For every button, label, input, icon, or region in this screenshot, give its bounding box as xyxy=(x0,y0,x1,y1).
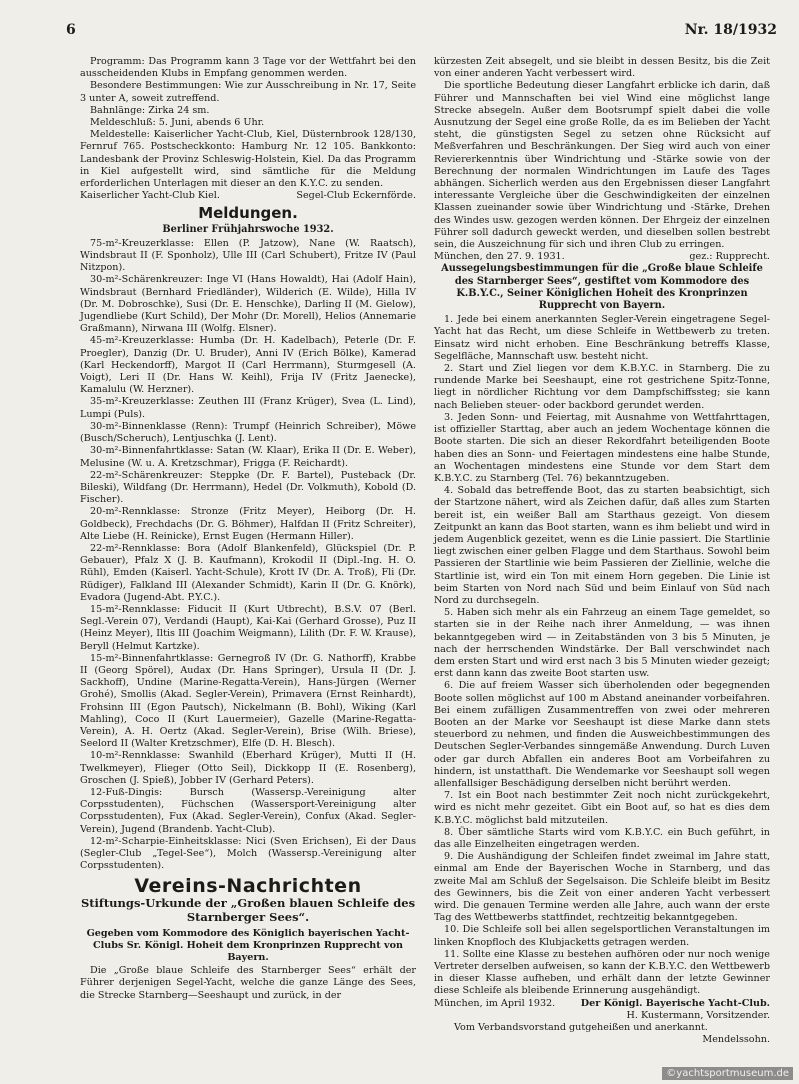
entry-class: 22-m²-Rennklasse: Bora (Adolf Blankenfeld), Glückspiel (Dr. P. Gebauer), Pfalz X (J. B. Kaufmann), Krokodil II (Dipl.-Ing. H. O. Rühl), Emden (Kaiserl. Yacht-Schule), Krott IV (Dr. A. Troß), Fli (Dr. Rüdiger), Falkland III (Alexander Schmidt), Karin II (Dr. G. Knörk), Evadora (Jugend-Abt. P.Y.C.). xyxy=(80,542,416,603)
left-column xyxy=(80,56,416,1002)
closing-club: Der Königl. Bayerische Yacht-Club. xyxy=(580,997,770,1009)
entry-deadline: Meldeschluß: 5. Juni, abends 6 Uhr. xyxy=(90,117,265,129)
page-number: 6 xyxy=(66,22,76,38)
rule-item: 9. Die Aushändigung der Schleifen findet zweimal im Jahre statt, einmal am Ende der Bayerischen Woche in Starnberg, und das zweite Mal am Schluß der Segelsaison. Die Schleife bleibt im Besitz des Gewinners, bis die Zeit von einer anderen Yacht verbessert wird. Die genauen Termine werden alle Jahre, auch wann der erste Tag des Wettbewerbs stattfindet, rechtzeitig bekanntgegeben. xyxy=(434,851,770,924)
entry-class: 30-m²-Binnenklasse (Renn): Trumpf (Heinrich Schreiber), Möwe (Busch/Scheruch), Lentjuschka (J. Lent). xyxy=(80,420,416,445)
rule-item: 10. Die Schleife soll bei allen segelsportlichen Veranstaltungen im linken Knopfloch des Klubjacketts getragen werden. xyxy=(434,924,770,948)
entry-class: 15-m²-Binnenfahrtklasse: Gernegroß IV (Dr. G. Nathorff), Krabbe II (Georg Spörel), Audax (Dr. Hans Springer), Ursula II (Dr. J. Sackhoff), Undine (Marine-Regatta-Verein), Hans-Jürgen (Werner Grohé), Smollis (Akad. Segler-Verein), Primavera (Ernst Reinhardt), Frohsinn III (Egon Pautsch), Nickelmann (B. Bohl), Wiking (Karl Mahling), Coco II (Kurt Lauermeier), Gazelle (Marine-Regatta-Verein), A. H. Oertz (Akad. Segler-Verein), Brise (Wilh. Briese), Seelord II (Walter Kretzschmer), Elfe (D. H. Blesch). xyxy=(80,652,416,750)
date-line: München, den 27. 9. 1931. xyxy=(434,251,565,263)
entry-class: 35-m²-Kreuzerklasse: Zeuthen III (Franz Krüger), Svea (L. Lind), Lumpi (Puls). xyxy=(80,396,416,420)
closing-date: München, im April 1932. xyxy=(434,997,556,1009)
entry-class: 12-m²-Scharpie-Einheitsklasse: Nici (Sven Erichsen), Ei der Daus (Segler-Club „Tegel-See“), Molch (Wassersp.-Vereinigung alter Corpsstudenten). xyxy=(80,835,416,872)
entry-class: 30-m²-Schärenkreuzer: Inge VI (Hans Howaldt), Hai (Adolf Hain), Windsbraut (Bernhard Friedländer), Wilderich (E. Wilde), Hilla IV (Dr. M. Dobroschke), Susi (Dr. E. Henschke), Darling II (M. Gielow), Jugendliebe (Kurt Schild), Der Mohr (Dr. Morell), Helios (Annemarie Graßmann), Nirwana III (Wolfg. Elsner). xyxy=(80,274,416,335)
rule-item: 3. Jeden Sonn- und Feiertag, mit Ausnahme von Wettfahrttagen, ist offizieller Starttag, aber auch an jedem Wochentage können die Boote starten. Die sich an dieser Rekordfahrt beteiligenden Boote haben dies an Sonn- und Feiertagen mindestens eine halbe Stunde, an Wochentagen mindestens eine Stunde vor dem Start dem K.B.Y.C. zu Starnberg (Tel. 76) bekanntzugeben. xyxy=(434,411,770,484)
given-by-line: Gegeben vom Kommodore des Königlich bayerischen Yacht-Clubs Sr. Königl. Hoheit dem Kronprinzen Rupprecht von Bayern. xyxy=(86,927,410,964)
approval-name: Mendelssohn. xyxy=(702,1034,770,1046)
entry-class: 12-Fuß-Dingis: Bursch (Wassersp.-Vereinigung alter Corpsstudenten), Füchschen (Wassersport-Vereinigung alter Corpsstudenten), Fux (Akad. Segler-Verein), Confux (Akad. Segler-Verein), Jugend (Brandenb. Yacht-Club). xyxy=(80,786,416,835)
entry-class: 45-m²-Kreuzerklasse: Humba (Dr. H. Kadelbach), Peterle (Dr. F. Proegler), Danzig (Dr. U. Bruder), Anni IV (Erich Bölke), Kamerad (Karl Heckendorff), Margot II (Carl Herrmann), Sturmgesell (A. Voigt), Leri II (Dr. Hans W. Keihl), Frija IV (Fritz Jaenecke), Kamalulu (W. Herzner). xyxy=(80,335,416,396)
rule-item: 5. Haben sich mehr als ein Fahrzeug an einem Tage gemeldet, so starten sie in der Reihe nach ihrer Anmeldung, — was ihnen bekanntgegeben wird — in Zeitabständen von 3 bis 5 Minuten, je nach der herrschenden Windstärke. Der Ball verschwindet nach dem ersten Start und wird erst nach 3 bis 5 Minuten wieder gezeigt; erst dann kann das zweite Boot starten usw. xyxy=(434,607,770,680)
course-length: Bahnlänge: Zirka 24 sm. xyxy=(90,104,210,116)
special-rules-paragraph: Besondere Bestimmungen: Wie zur Ausschreibung in Nr. 17, Seite 3 unter A, soweit zutreffend. xyxy=(80,80,416,104)
club-signatures xyxy=(80,190,416,202)
approval-text: Vom Verbandsvorstand gutgeheißen und anerkannt. xyxy=(454,1022,708,1034)
rule-item: 11. Sollte eine Klasse zu bestehen aufhören oder nur noch wenige Vertreter derselben aufweisen, so kann der K.B.Y.C. den Wettbewerb in dieser Klasse aufheben, und erhält dann der letzte Gewinner diese Schleife als bleibende Erinnerung ausgehändigt. xyxy=(434,948,770,997)
entry-class: 15-m²-Rennklasse: Fiducit II (Kurt Utbrecht), B.S.V. 07 (Berl. Segl.-Verein 07), Verdandi (Haupt), Kai-Kai (Gerhard Grosse), Puz II (Heinz Meyer), Iltis III (Joachim Weigmann), Lilith (Dr. F. W. Krause), Beryll (Helmut Kartzke). xyxy=(80,603,416,652)
signature-kyc: Kaiserlicher Yacht-Club Kiel. xyxy=(80,190,220,202)
meldungen-heading: Meldungen. xyxy=(198,204,298,223)
rule-item: 1. Jede bei einem anerkannten Segler-Verein eingetragene Segel-Yacht hat das Recht, um diese Schleife in Wettbewerb zu treten. Einsatz wird nicht erhoben. Eine Beschränkung betreffs Klasse, Segelfläche, Mannschaft usw. besteht nicht. xyxy=(434,314,770,362)
rule-item: 6. Die auf freiem Wasser sich überholenden oder begegnenden Boote sollen möglichst auf 100 m Abstand aneinander vorbeifahren. Bei einem zufälligen Zusammentreffen von zwei oder mehreren Booten an der Marke vor Seeshaupt ist diese Marke dann stets steuerbord zu nehmen, und finden die Ausweichbestimmungen des Deutschen Segler-Verbandes sinngemäße Anwendung. Durch Luven oder gar durch Abfallen ein anderes Boot am Vorbeifahren zu hindern, ist unstatthaft. Die Wendemarke vor Seeshaupt soll wegen allenfallsiger Beschädigung derselben nicht berührt werden. xyxy=(434,680,770,789)
program-paragraph: Programm: Das Programm kann 3 Tage vor der Wettfahrt bei den ausscheidenden Klubs in Empfang genommen werden. xyxy=(80,56,416,80)
rule-item: 4. Sobald das betreffende Boot, das zu starten beabsichtigt, sich der Startzone nähert, wird als Zeichen dafür, daß alles zum Starten bereit ist, ein weißer Ball am Starthaus gezeigt. Von diesem Zeitpunkt an kann das Boot starten, wann es ihm beliebt und wird in jedem Augenblick gezeitet, wenn es die Linie passiert. Die Startlinie liegt zwischen einer gelben Flagge und dem Starthaus. Sowohl beim Passieren der Startlinie wie beim Passieren der Ziellinie, welche die Startlinie ist, wird ein Ton mit einem Horn gegeben. Die Linie ist beim Starten von Nord nach Süd und beim Einlauf von Süd nach Nord zu durchsegeln. xyxy=(434,485,770,606)
aussegelung-heading: Aussegelungsbestimmungen für die „Große blaue Schleife des Starnberger Sees“, gestiftet vom Kommodore des K.B.Y.C., Seiner Königlichen Hoheit des Kronprinzen Rupprecht von Bayern. xyxy=(441,263,763,312)
significance-paragraph: Die sportliche Bedeutung dieser Langfahrt erblicke ich darin, daß Führer und Mannschaften bei viel Wind eine möglichst lange Strecke absegeln. Außer dem Bootsrumpf spielt dabei die volle Ausnutzung der Segel eine große Rolle, da es im Belieben der Yacht steht, die günstigsten Segel zu setzen ohne Rücksicht auf Meßverfahren und Beschränkungen. Der Sieg wird auch von einer Reviererkenntnis über Windrichtung und -Stärke sowie von der Berechnung der normalen Windrichtungen im Laufe des Tages abhängen. Sicherlich werden aus den Ergebnissen dieser Langfahrt interessante Vergleiche über die Geschwindigkeiten der einzelnen Klassen zueinander sowie über Windrichtung und -Stärke, Drehen des Windes usw. gezogen werden können. Der Ehrgeiz der einzelnen Führer soll dadurch geweckt werden, und dieselben sollen bestrebt sein, die Auszeichnung für sich und ihren Club zu erringen. xyxy=(434,80,770,251)
closing-line xyxy=(434,998,770,1010)
meldungen-subheading: Berliner Frühjahrswoche 1932. xyxy=(162,223,334,235)
entry-class: 30-m²-Binnenfahrtklasse: Satan (W. Klaar), Erika II (Dr. E. Weber), Melusine (W. u. A. Kretzschmar), Frigga (F. Reichardt). xyxy=(80,445,416,469)
entry-class: 75-m²-Kreuzerklasse: Ellen (P. Jatzow), Nane (W. Raatsch), Windsbraut II (F. Sponholz), Ulle III (Carl Schubert), Fritze IV (Paul Nitzpon). xyxy=(80,237,416,274)
rule-item: 7. Ist ein Boot nach bestimmter Zeit noch nicht zurückgekehrt, wird es nicht mehr gezeitet. Gibt ein Boot auf, so hat es dies dem K.B.Y.C. möglichst bald mitzuteilen. xyxy=(434,790,770,826)
entry-class: 20-m²-Rennklasse: Stronze (Fritz Meyer), Heiborg (Dr. H. Goldbeck), Frechdachs (Dr. G. Böhmer), Halfdan II (Fritz Schreiter), Alte Liebe (H. Reinicke), Ernst Eugen (Hermann Hiller). xyxy=(80,506,416,542)
rupprecht-signature: gez.: Rupprecht. xyxy=(689,251,770,263)
continued-paragraph: kürzesten Zeit absegelt, und sie bleibt in dessen Besitz, bis die Zeit von einer anderen Yacht verbessert wird. xyxy=(434,56,770,80)
watermark: ©yachtsportmuseum.de xyxy=(662,1067,793,1080)
vereins-nachrichten-heading: Vereins-Nachrichten xyxy=(134,875,362,898)
rule-item: 2. Start und Ziel liegen vor dem K.B.Y.C. in Starnberg. Die zu rundende Marke bei Seeshaupt, eine rot gestrichene Spitz-Tonne, liegt in nördlicher Richtung vor dem Dampfschiffssteg; sie kann nach Belieben steuer- oder backbord gerundet werden. xyxy=(434,363,770,411)
entry-class: 22-m²-Schärenkreuzer: Steppke (Dr. F. Bartel), Pusteback (Dr. Bileski), Wildfang (Dr. Herrmann), Hedel (Dr. Volkmuth), Kobold (D. Fischer). xyxy=(80,469,416,506)
closing-signature: H. Kustermann, Vorsitzender. xyxy=(626,1009,770,1021)
stiftungs-urkunde-heading: Stiftungs-Urkunde der „Großen blauen Schleife des Starnberger Sees“. xyxy=(80,895,416,924)
right-column xyxy=(434,56,770,1046)
entry-class: 10-m²-Rennklasse: Swanhild (Eberhard Krüger), Mutti II (H. Twelkmeyer), Flieger (Otto Seil), Dickkopp II (E. Rosenberg), Groschen (J. Spieß), Jobber IV (Gerhard Peters). xyxy=(80,750,416,786)
stiftung-paragraph: Die „Große blaue Schleife des Starnberger Sees“ erhält der Führer derjenigen Segel-Yacht, welche die ganze Länge des Sees, die Strecke Starnberg—Seeshaupt und zurück, in der xyxy=(80,965,416,1001)
issue-number: Nr. 18/1932 xyxy=(684,22,777,38)
dated-signature xyxy=(434,251,770,263)
entry-office-paragraph: Meldestelle: Kaiserlicher Yacht-Club, Kiel, Düsternbrook 128/130, Fernruf 765. Postscheckkonto: Hamburg Nr. 12 105. Bankkonto: Landesbank der Provinz Schleswig-Holstein, Kiel. Da das Programm in Kiel aufgestellt wird, sind sämtliche für die Meldung erforderlichen Unterlagen mit dieser an den K.Y.C. zu senden. xyxy=(80,129,416,190)
signature-eckernfoerde: Segel-Club Eckernförde. xyxy=(296,190,416,202)
rule-item: 8. Über sämtliche Starts wird vom K.B.Y.C. ein Buch geführt, in das alle Einzelheiten eingetragen werden. xyxy=(434,826,770,850)
